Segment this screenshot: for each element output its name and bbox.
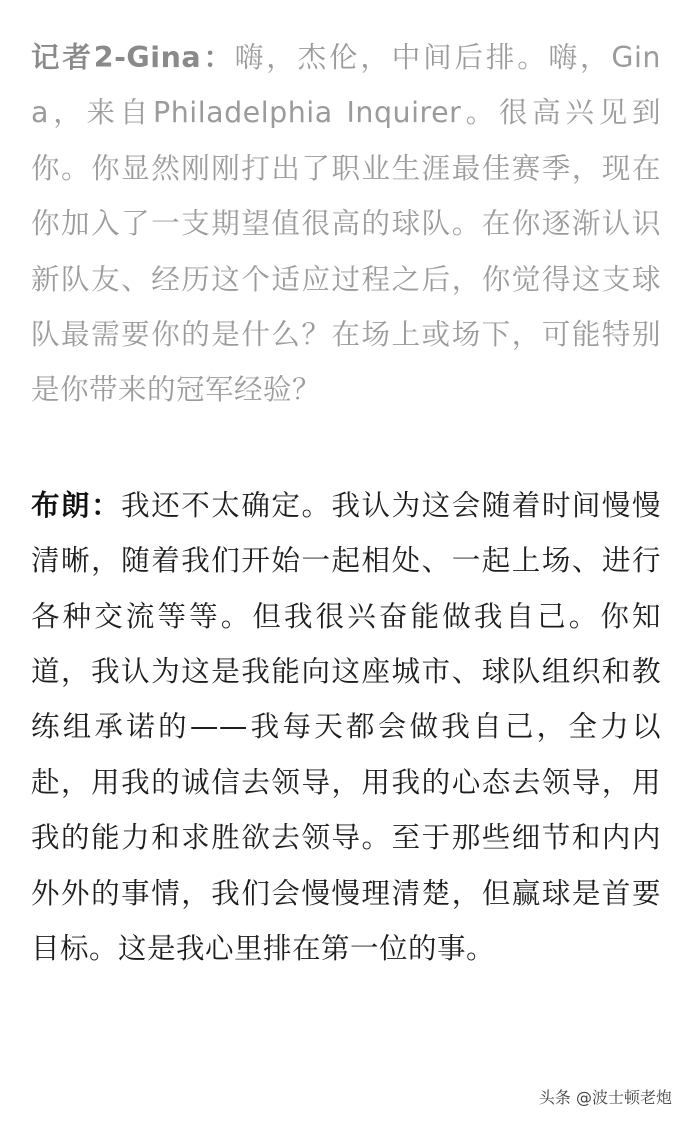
answer-text: 我还不太确定。我认为这会随着时间慢慢清晰，随着我们开始一起相处、一起上场、进行各种交流等等。但我很兴奋能做我自己。你知道，我认为这是我能向这座城市、球队组织和教练组承诺的——我每天都会做我自己，全力以赴，用我的诚信去领导，用我的心态去领导，用我的能力和求胜欲去领导。至于那些细节和内内外外的事情，我们会慢慢理清楚，但赢球是首要目标。这是我心里排在第一位的事。: [31, 488, 661, 966]
question-speaker: 记者2-Gina：: [31, 41, 235, 74]
watermark: [535, 1083, 676, 1110]
question-paragraph: [31, 30, 661, 418]
article-body: [31, 30, 661, 977]
answer-paragraph: [31, 478, 661, 977]
answer-speaker: 布朗：: [31, 488, 122, 522]
question-text: 嗨，杰伦，中间后排。嗨，Gina，来自Philadelphia Inquirer。很高兴见到你。你显然刚刚打出了职业生涯最佳赛季，现在你加入了一支期望值很高的球队。在你逐渐认识新队友、经历这个适应过程之后，你觉得这支球队最需要你的是什么？在场上或场下，可能特别是你带来的冠军经验？: [31, 41, 662, 407]
watermark-text: 头条 @波士顿老炮: [538, 1088, 672, 1107]
